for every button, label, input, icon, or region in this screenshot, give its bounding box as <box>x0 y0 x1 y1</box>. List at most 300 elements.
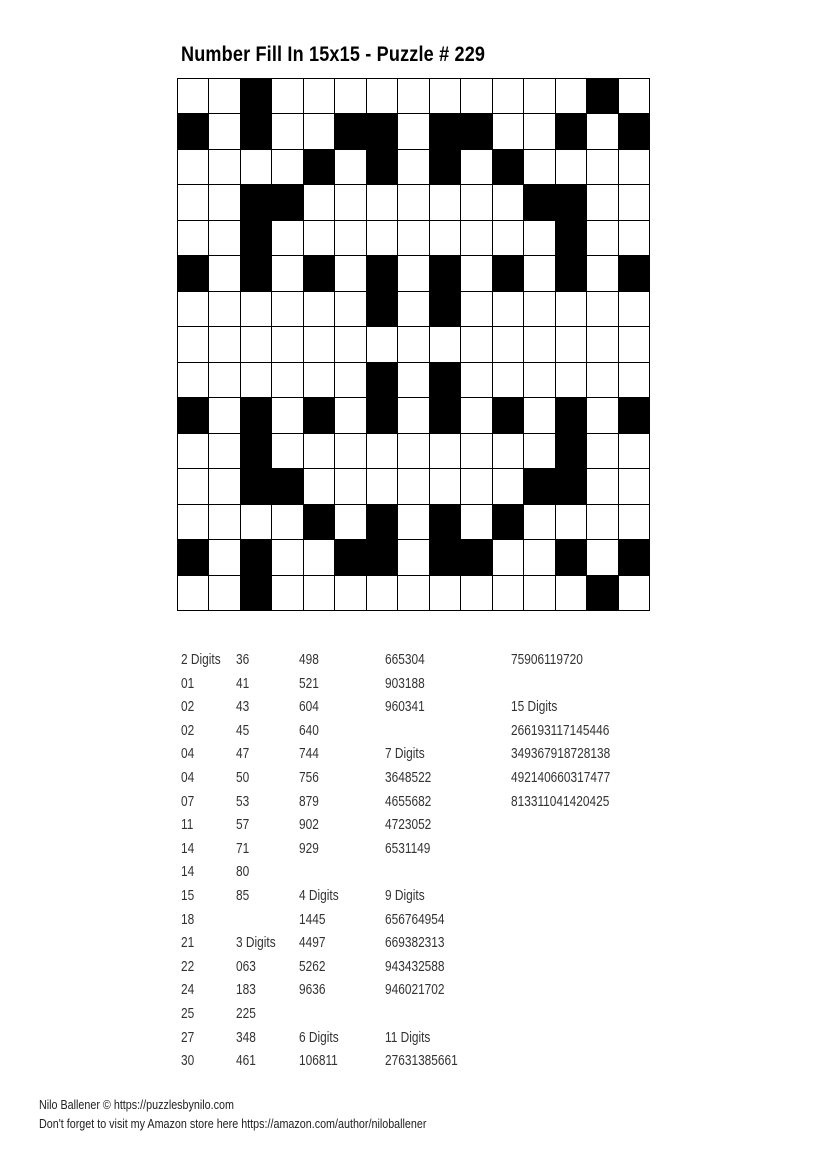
grid-cell[interactable] <box>524 576 554 610</box>
number-entry: 756 <box>299 769 319 786</box>
number-entry: 669382313 <box>385 935 445 952</box>
grid-cell[interactable] <box>398 576 428 610</box>
list-spacer <box>299 1003 339 1027</box>
grid-cell[interactable] <box>272 505 302 539</box>
number-entry: 14 <box>181 864 195 881</box>
grid-cell-black <box>461 540 491 574</box>
list-spacer <box>299 861 339 885</box>
grid-cell[interactable] <box>619 292 649 326</box>
grid-cell[interactable] <box>524 505 554 539</box>
grid-cell[interactable] <box>272 540 302 574</box>
grid-cell[interactable] <box>304 292 334 326</box>
grid-cell[interactable] <box>304 469 334 503</box>
number-entry: 47 <box>236 746 250 763</box>
grid-cell[interactable] <box>619 150 649 184</box>
grid-cell[interactable] <box>587 540 617 574</box>
grid-cell[interactable] <box>398 114 428 148</box>
number-entry: 75906119720 <box>511 652 583 668</box>
grid-cell-black <box>241 540 271 574</box>
grid-cell-black <box>493 505 523 539</box>
grid-cell[interactable] <box>335 185 365 219</box>
grid-cell[interactable] <box>524 540 554 574</box>
grid-cell[interactable] <box>178 505 208 539</box>
list-spacer <box>385 720 458 744</box>
grid-cell-black <box>367 505 397 539</box>
digit-group-header: 11 Digits <box>385 1029 431 1046</box>
grid-cell-black <box>241 79 271 113</box>
grid-cell[interactable] <box>209 185 239 219</box>
grid-cell[interactable] <box>335 221 365 255</box>
grid-cell[interactable] <box>430 185 460 219</box>
grid-cell-black <box>430 292 460 326</box>
grid-cell[interactable] <box>367 576 397 610</box>
number-entry: 27631385661 <box>385 1053 458 1070</box>
grid-cell[interactable] <box>493 540 523 574</box>
grid-cell-black <box>241 469 271 503</box>
grid-cell-black <box>493 398 523 432</box>
grid-cell[interactable] <box>272 576 302 610</box>
number-entry: 36 <box>236 652 250 668</box>
grid-cell[interactable] <box>209 150 239 184</box>
grid-cell[interactable] <box>524 150 554 184</box>
grid-cell[interactable] <box>335 576 365 610</box>
grid-cell[interactable] <box>304 576 334 610</box>
grid-cell[interactable] <box>430 221 460 255</box>
grid-cell[interactable] <box>461 327 491 361</box>
number-entry: 6531149 <box>385 840 431 857</box>
grid-cell[interactable] <box>272 398 302 432</box>
number-list-column-4 <box>385 649 474 1074</box>
grid-cell[interactable] <box>619 505 649 539</box>
grid-cell[interactable] <box>461 150 491 184</box>
grid-cell[interactable] <box>209 505 239 539</box>
number-entry: 71 <box>236 840 250 857</box>
grid-cell[interactable] <box>398 434 428 468</box>
grid-cell[interactable] <box>587 256 617 290</box>
grid-cell-black <box>556 185 586 219</box>
puzzle-title: Number Fill In 15x15 - Puzzle # 229 <box>181 43 486 66</box>
list-spacer <box>511 673 610 697</box>
grid-cell[interactable] <box>493 79 523 113</box>
number-entry: 01 <box>181 675 195 692</box>
number-entry: 604 <box>299 699 319 716</box>
number-entry: 30 <box>181 1053 195 1070</box>
grid-cell[interactable] <box>619 79 649 113</box>
grid-cell[interactable] <box>335 292 365 326</box>
number-entry: 4655682 <box>385 793 432 810</box>
grid-cell[interactable] <box>524 256 554 290</box>
number-list-column-3 <box>299 649 347 1074</box>
grid-cell[interactable] <box>335 398 365 432</box>
grid-cell-black <box>493 256 523 290</box>
grid-cell-black <box>241 256 271 290</box>
grid-cell[interactable] <box>367 79 397 113</box>
number-entry: 461 <box>236 1053 256 1070</box>
grid-cell[interactable] <box>178 221 208 255</box>
grid-cell-black <box>556 114 586 148</box>
grid-cell[interactable] <box>178 79 208 113</box>
grid-cell[interactable] <box>461 79 491 113</box>
grid-cell[interactable] <box>209 540 239 574</box>
grid-cell-black <box>241 398 271 432</box>
grid-cell-black <box>367 150 397 184</box>
grid-cell[interactable] <box>335 327 365 361</box>
grid-cell-black <box>430 398 460 432</box>
grid-cell[interactable] <box>272 150 302 184</box>
grid-cell-black <box>304 398 334 432</box>
grid-cell[interactable] <box>619 185 649 219</box>
grid-cell[interactable] <box>398 505 428 539</box>
grid-cell-black <box>367 292 397 326</box>
grid-cell[interactable] <box>335 434 365 468</box>
grid-cell[interactable] <box>398 398 428 432</box>
grid-cell-black <box>367 256 397 290</box>
grid-cell[interactable] <box>493 469 523 503</box>
grid-cell[interactable] <box>587 398 617 432</box>
grid-cell[interactable] <box>178 434 208 468</box>
grid-cell[interactable] <box>461 185 491 219</box>
grid-cell-black <box>430 505 460 539</box>
grid-cell[interactable] <box>493 327 523 361</box>
number-entry: 1445 <box>299 911 326 928</box>
number-entry: 929 <box>299 840 319 857</box>
grid-cell[interactable] <box>335 469 365 503</box>
grid-cell[interactable] <box>304 79 334 113</box>
grid-cell[interactable] <box>524 221 554 255</box>
grid-cell[interactable] <box>461 469 491 503</box>
grid-cell[interactable] <box>556 150 586 184</box>
number-entry: 24 <box>181 982 195 999</box>
grid-cell-black <box>619 114 649 148</box>
digit-group-header: 9 Digits <box>385 887 425 904</box>
grid-cell-black <box>178 540 208 574</box>
grid-cell[interactable] <box>178 185 208 219</box>
grid-cell-black <box>556 540 586 574</box>
grid-cell[interactable] <box>556 292 586 326</box>
grid-cell[interactable] <box>178 292 208 326</box>
grid-cell[interactable] <box>304 221 334 255</box>
grid-cell[interactable] <box>178 150 208 184</box>
grid-cell[interactable] <box>524 292 554 326</box>
grid-cell[interactable] <box>398 363 428 397</box>
grid-cell[interactable] <box>587 505 617 539</box>
grid-cell[interactable] <box>524 434 554 468</box>
grid-cell[interactable] <box>178 327 208 361</box>
grid-cell[interactable] <box>335 150 365 184</box>
number-entry: 04 <box>181 746 195 763</box>
grid-cell[interactable] <box>556 576 586 610</box>
grid-cell[interactable] <box>272 114 302 148</box>
number-entry: 349367918728138 <box>511 746 611 763</box>
grid-cell[interactable] <box>398 327 428 361</box>
number-entry: 45 <box>236 722 250 739</box>
grid-cell[interactable] <box>272 292 302 326</box>
grid-cell[interactable] <box>272 221 302 255</box>
number-entry: 57 <box>236 817 250 834</box>
grid-cell[interactable] <box>556 363 586 397</box>
grid-cell[interactable] <box>209 363 239 397</box>
grid-cell[interactable] <box>367 185 397 219</box>
grid-cell[interactable] <box>587 292 617 326</box>
number-entry: 943432588 <box>385 958 445 975</box>
grid-cell[interactable] <box>209 256 239 290</box>
grid-cell[interactable] <box>493 185 523 219</box>
grid-cell[interactable] <box>209 114 239 148</box>
number-entry: 960341 <box>385 699 425 716</box>
grid-cell-black <box>304 505 334 539</box>
grid-cell-black <box>524 469 554 503</box>
number-entry: 225 <box>236 1005 256 1022</box>
digit-group-header: 2 Digits <box>181 652 221 668</box>
grid-cell[interactable] <box>367 434 397 468</box>
number-entry: 744 <box>299 746 319 763</box>
number-entry: 348 <box>236 1029 256 1046</box>
number-entry: 07 <box>181 793 195 810</box>
grid-cell[interactable] <box>587 114 617 148</box>
grid-cell[interactable] <box>272 79 302 113</box>
grid-cell[interactable] <box>430 434 460 468</box>
grid-cell[interactable] <box>556 79 586 113</box>
grid-cell[interactable] <box>367 221 397 255</box>
number-entry: 02 <box>181 722 195 739</box>
number-entry: 521 <box>299 675 319 692</box>
number-entry: 43 <box>236 699 250 716</box>
number-entry: 50 <box>236 769 250 786</box>
grid-cell[interactable] <box>587 434 617 468</box>
grid-cell[interactable] <box>335 256 365 290</box>
list-spacer <box>385 861 458 885</box>
list-spacer <box>385 1003 458 1027</box>
grid-cell[interactable] <box>493 292 523 326</box>
digit-group-header: 4 Digits <box>299 887 339 904</box>
grid-cell[interactable] <box>272 256 302 290</box>
grid-cell-black <box>178 114 208 148</box>
number-entry: 14 <box>181 840 195 857</box>
grid-cell[interactable] <box>272 327 302 361</box>
footer-store-note: Don't forget to visit my Amazon store here https://amazon.com/author/niloballener <box>39 1117 427 1131</box>
number-entry: 41 <box>236 675 250 692</box>
grid-cell[interactable] <box>241 363 271 397</box>
grid-cell[interactable] <box>430 79 460 113</box>
number-entry: 80 <box>236 864 250 881</box>
grid-cell-black <box>587 576 617 610</box>
footer-credit: Nilo Ballener © https://puzzlesbynilo.com <box>39 1098 234 1112</box>
number-entry: 5262 <box>299 958 326 975</box>
grid-cell[interactable] <box>209 79 239 113</box>
digit-group-header: 6 Digits <box>299 1029 339 1046</box>
number-entry: 183 <box>236 982 256 999</box>
grid-cell-black <box>430 114 460 148</box>
number-entry: 25 <box>181 1005 195 1022</box>
grid-cell[interactable] <box>430 327 460 361</box>
grid-cell[interactable] <box>524 327 554 361</box>
number-entry: 9636 <box>299 982 326 999</box>
number-entry: 4723052 <box>385 817 432 834</box>
number-entry: 02 <box>181 699 195 716</box>
grid-cell[interactable] <box>493 221 523 255</box>
grid-cell[interactable] <box>461 256 491 290</box>
grid-cell-black <box>241 221 271 255</box>
grid-cell[interactable] <box>461 363 491 397</box>
grid-cell[interactable] <box>241 292 271 326</box>
grid-cell[interactable] <box>619 434 649 468</box>
grid-cell[interactable] <box>209 327 239 361</box>
number-list-column-1 <box>181 649 229 1074</box>
grid-cell[interactable] <box>461 221 491 255</box>
grid-cell[interactable] <box>524 79 554 113</box>
number-entry: 640 <box>299 722 319 739</box>
grid-cell[interactable] <box>398 185 428 219</box>
grid-cell[interactable] <box>398 221 428 255</box>
grid-cell[interactable] <box>587 469 617 503</box>
grid-cell[interactable] <box>398 540 428 574</box>
grid-cell[interactable] <box>619 327 649 361</box>
number-entry: 85 <box>236 887 250 904</box>
grid-cell[interactable] <box>335 505 365 539</box>
number-list-column-2 <box>236 649 284 1074</box>
grid-cell[interactable] <box>178 363 208 397</box>
grid-cell[interactable] <box>493 434 523 468</box>
digit-group-header: 3 Digits <box>236 935 276 952</box>
grid-cell-black <box>367 540 397 574</box>
grid-cell[interactable] <box>493 576 523 610</box>
number-entry: 53 <box>236 793 250 810</box>
number-entry: 813311041420425 <box>511 793 610 810</box>
grid-cell[interactable] <box>461 434 491 468</box>
grid-cell-black <box>493 150 523 184</box>
grid-cell-black <box>241 434 271 468</box>
grid-cell[interactable] <box>493 363 523 397</box>
grid-cell[interactable] <box>398 469 428 503</box>
grid-cell[interactable] <box>461 398 491 432</box>
grid-cell-black <box>619 540 649 574</box>
grid-cell-black <box>430 363 460 397</box>
grid-cell[interactable] <box>209 221 239 255</box>
grid-cell[interactable] <box>241 505 271 539</box>
number-entry: 063 <box>236 958 256 975</box>
number-entry: 656764954 <box>385 911 445 928</box>
grid-cell-black <box>241 114 271 148</box>
grid-cell[interactable] <box>398 150 428 184</box>
number-list-column-5 <box>511 649 632 814</box>
grid-cell[interactable] <box>178 469 208 503</box>
grid-cell-black <box>524 185 554 219</box>
grid-cell[interactable] <box>209 434 239 468</box>
grid-cell[interactable] <box>272 434 302 468</box>
grid-cell-black <box>556 221 586 255</box>
grid-cell[interactable] <box>587 150 617 184</box>
number-entry: 492140660317477 <box>511 769 611 786</box>
grid-cell-black <box>461 114 491 148</box>
grid-cell-black <box>335 540 365 574</box>
number-entry: 106811 <box>299 1053 338 1070</box>
grid-cell-black <box>241 576 271 610</box>
grid-cell[interactable] <box>209 292 239 326</box>
grid-cell[interactable] <box>209 576 239 610</box>
grid-cell[interactable] <box>461 576 491 610</box>
number-entry: 266193117145446 <box>511 722 610 739</box>
grid-cell[interactable] <box>178 576 208 610</box>
grid-cell[interactable] <box>461 505 491 539</box>
grid-cell[interactable] <box>304 185 334 219</box>
grid-cell[interactable] <box>587 221 617 255</box>
grid-cell-black <box>619 398 649 432</box>
grid-cell-black <box>430 150 460 184</box>
grid-cell[interactable] <box>335 79 365 113</box>
grid-cell[interactable] <box>493 114 523 148</box>
grid-cell[interactable] <box>209 469 239 503</box>
grid-cell[interactable] <box>430 576 460 610</box>
grid-cell[interactable] <box>304 434 334 468</box>
grid-cell[interactable] <box>367 469 397 503</box>
grid-cell[interactable] <box>556 327 586 361</box>
grid-cell[interactable] <box>398 292 428 326</box>
grid-cell[interactable] <box>461 292 491 326</box>
grid-cell-black <box>178 398 208 432</box>
list-spacer <box>236 909 276 933</box>
grid-cell[interactable] <box>587 363 617 397</box>
grid-cell[interactable] <box>524 363 554 397</box>
grid-cell-black <box>304 256 334 290</box>
grid-cell[interactable] <box>367 327 397 361</box>
grid-cell-black <box>272 185 302 219</box>
number-entry: 21 <box>181 935 195 952</box>
grid-cell-black <box>556 469 586 503</box>
grid-cell[interactable] <box>335 363 365 397</box>
number-entry: 22 <box>181 958 195 975</box>
grid-cell-black <box>556 256 586 290</box>
grid-cell-black <box>367 398 397 432</box>
number-entry: 879 <box>299 793 319 810</box>
grid-cell[interactable] <box>524 114 554 148</box>
grid-cell-black <box>335 114 365 148</box>
number-entry: 11 <box>181 817 194 834</box>
grid-cell[interactable] <box>241 150 271 184</box>
grid-cell[interactable] <box>398 79 428 113</box>
grid-cell[interactable] <box>587 327 617 361</box>
grid-cell[interactable] <box>619 221 649 255</box>
number-entry: 27 <box>181 1029 195 1046</box>
grid-cell-black <box>587 79 617 113</box>
number-entry: 18 <box>181 911 195 928</box>
grid-cell-black <box>619 256 649 290</box>
grid-cell-black <box>367 114 397 148</box>
grid-cell[interactable] <box>272 363 302 397</box>
grid-cell[interactable] <box>398 256 428 290</box>
grid-cell[interactable] <box>619 363 649 397</box>
grid-cell[interactable] <box>587 185 617 219</box>
digit-group-header: 15 Digits <box>511 699 558 716</box>
grid-cell[interactable] <box>524 398 554 432</box>
grid-cell-black <box>272 469 302 503</box>
grid-cell[interactable] <box>619 576 649 610</box>
grid-cell[interactable] <box>304 540 334 574</box>
grid-cell[interactable] <box>619 469 649 503</box>
grid-cell-black <box>178 256 208 290</box>
grid-cell[interactable] <box>556 505 586 539</box>
grid-cell[interactable] <box>304 327 334 361</box>
grid-cell-black <box>556 398 586 432</box>
grid-cell[interactable] <box>304 114 334 148</box>
puzzle-grid[interactable] <box>177 78 650 611</box>
grid-cell[interactable] <box>430 469 460 503</box>
grid-cell-black <box>367 363 397 397</box>
number-entry: 498 <box>299 652 319 668</box>
grid-cell[interactable] <box>241 327 271 361</box>
grid-cell[interactable] <box>209 398 239 432</box>
grid-cell[interactable] <box>304 363 334 397</box>
number-entry: 4497 <box>299 935 326 952</box>
